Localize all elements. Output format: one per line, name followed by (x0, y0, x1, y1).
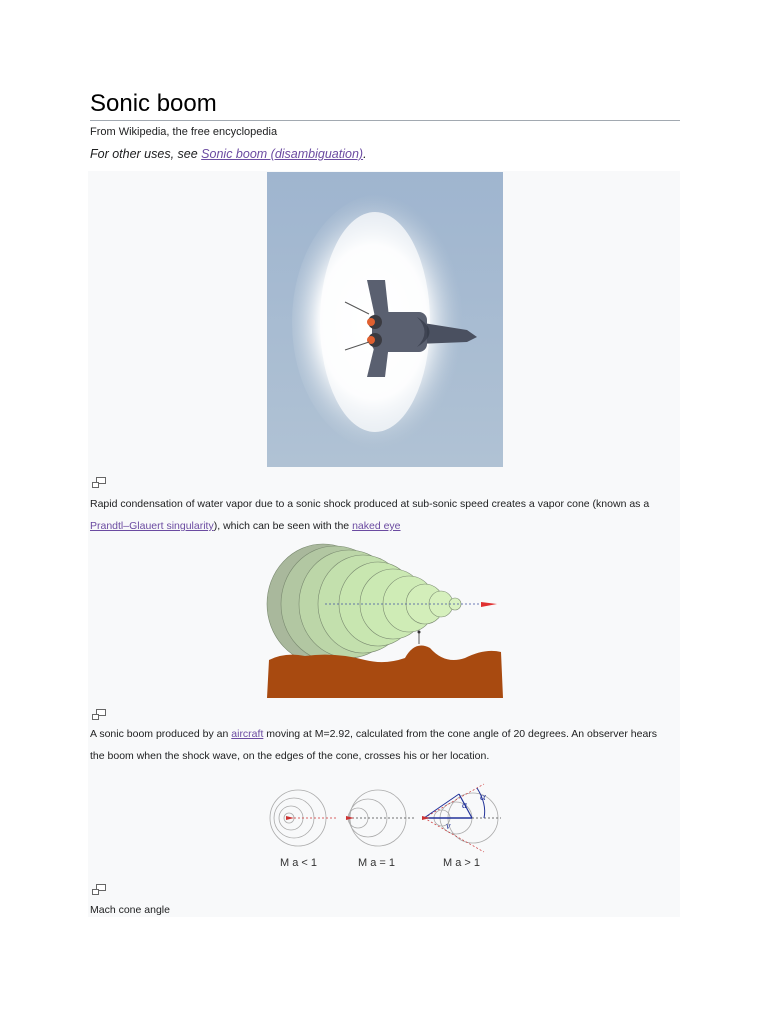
figure-caption-3: Mach cone angle (90, 904, 170, 916)
caption-text: A sonic boom produced by an (90, 728, 232, 740)
magnify-clip-icon[interactable] (92, 884, 106, 895)
magnify-clip-icon[interactable] (92, 477, 106, 488)
figure-caption-2 (90, 723, 670, 767)
caption-text: ), which can be seen with the (213, 520, 353, 532)
mach-greater-than-1-label: M a > 1 (443, 857, 480, 869)
figure-caption-1 (90, 493, 670, 537)
mach-cone-angle-diagram[interactable] (266, 780, 506, 876)
caption-text: Rapid condensation of water vapor due to a sonic shock produced at sub-sonic speed creates a vapor cone (known as a (90, 498, 650, 510)
hatnote-suffix: . (363, 147, 367, 161)
hatnote-prefix: For other uses, see (90, 147, 202, 161)
vapor-cone-jet-image[interactable] (267, 172, 503, 467)
prandtl-glauert-link[interactable]: Prandtl–Glauert singularity (90, 520, 214, 532)
naked-eye-link[interactable]: naked eye (352, 520, 401, 532)
hatnote (90, 147, 367, 161)
mach-equal-1-label: M a = 1 (358, 857, 395, 869)
caption-text: moving at M=2.92, calculated from the cone angle of 20 degrees. An observer hears the boom when the shock wave, on the edges of the cone, crosses his or her location. (90, 728, 658, 762)
disambiguation-link[interactable]: Sonic boom (disambiguation) (201, 147, 364, 161)
magnify-clip-icon[interactable] (92, 709, 106, 720)
page-title: Sonic boom (90, 88, 680, 121)
v-vector-label: v (446, 821, 451, 832)
mach-less-than-1-label: M a < 1 (280, 857, 317, 869)
alpha-label: α (480, 791, 486, 803)
a-vector-label: a (462, 800, 467, 811)
sonic-boom-cone-image[interactable] (265, 540, 505, 702)
aircraft-link[interactable]: aircraft (231, 728, 264, 740)
site-tagline: From Wikipedia, the free encyclopedia (90, 126, 278, 138)
